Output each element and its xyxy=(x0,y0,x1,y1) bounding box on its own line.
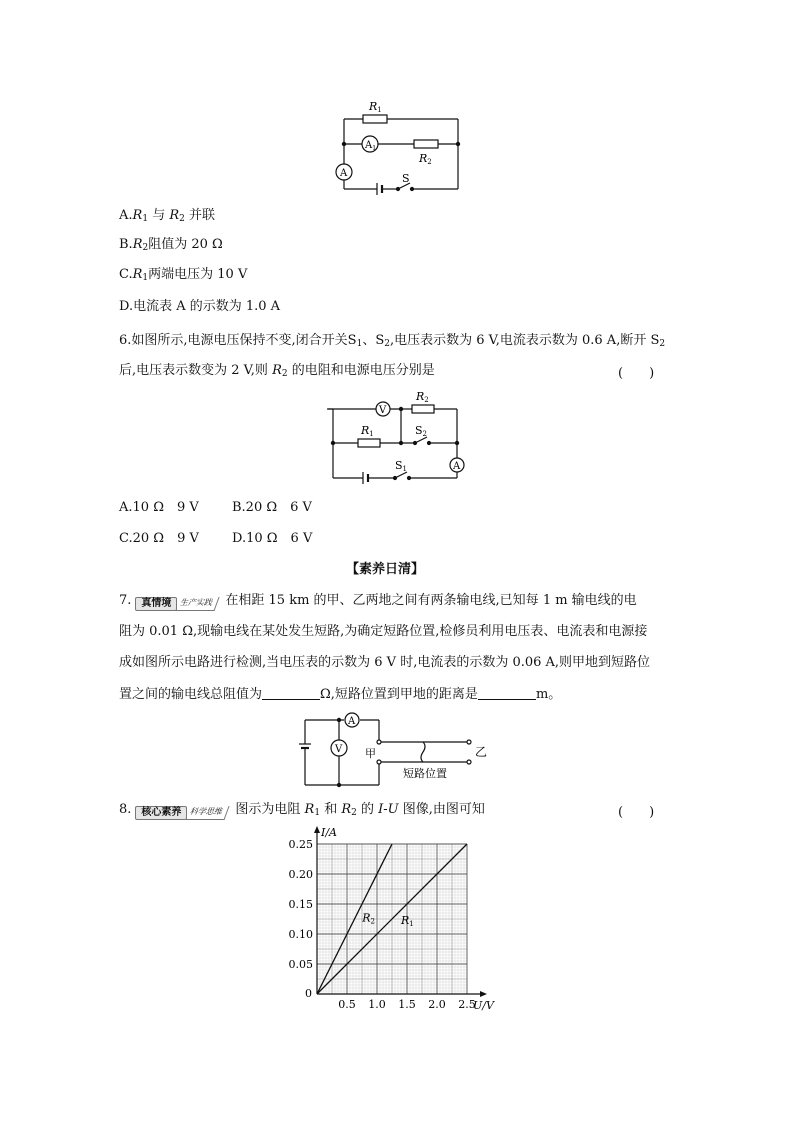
x-tick-label: 1.0 xyxy=(368,998,386,1011)
x-tick-label: 1.5 xyxy=(398,998,416,1011)
q6-voltmeter-v: V xyxy=(379,405,387,416)
q5-ammeter-a1: $A_1$ xyxy=(365,140,377,152)
q7-label-jia: 甲 xyxy=(365,747,376,760)
q5-circuit-diagram xyxy=(330,96,470,196)
origin-label: 0 xyxy=(305,987,312,1000)
q5-option-b: $B.R_2$阻值为 20 Ω xyxy=(119,237,223,253)
q6-option-b: B.20 Ω 6 V xyxy=(232,500,312,515)
q7-stem-line4: 置之间的输电线总阻值为 Ω,短路位置到甲地的距离是 m。 xyxy=(119,687,562,702)
q6-switch-s2: S2 xyxy=(415,424,428,438)
q7-tag: 真情境 生产实践 xyxy=(135,597,217,611)
q5-option-c: $C.R_1$两端电压为 10 V xyxy=(119,267,248,283)
y-axis-label: I/A xyxy=(321,826,337,839)
q6-option-d: D.10 Ω 6 V xyxy=(232,531,313,546)
q5-label-r1: R1 xyxy=(369,100,382,114)
q6-option-c: C.20 Ω 9 V xyxy=(119,531,199,546)
q7-voltmeter-v: V xyxy=(335,744,343,755)
q7-stem-line1: 7. 真情境 生产实践 在相距 15 km 的甲、乙两地之间有两条输电线,已知每 1 m 输电线的电 xyxy=(119,593,637,609)
q5-ammeter-a: A xyxy=(340,168,348,179)
q7-blank-resistance[interactable] xyxy=(262,686,320,700)
q6-label-r2: R2 xyxy=(416,390,429,404)
x-axis-arrow xyxy=(480,991,487,997)
q7-circuit-diagram xyxy=(295,710,495,790)
y-tick-label: 0.25 xyxy=(288,838,313,851)
y-tick-label: 0.15 xyxy=(288,898,313,911)
q8-answer-paren: ( ) xyxy=(618,805,655,820)
q7-blank-distance[interactable] xyxy=(478,686,536,700)
q7-stem-line2: 阻为 0.01 Ω,现输电线在某处发生短路,为确定短路位置,检修员利用电压表、电流表和电源接 xyxy=(119,624,648,639)
q6-label-r1: R1 xyxy=(361,424,374,438)
q7-ammeter-a: A xyxy=(348,716,356,727)
section-title: 【素养日清】 xyxy=(346,562,425,577)
q5-option-d: D.电流表 A 的示数为 1.0 A xyxy=(119,299,281,314)
x-tick-label: 2.5 xyxy=(458,998,476,1011)
x-tick-label: 2.0 xyxy=(428,998,446,1011)
q6-ammeter-a: A xyxy=(453,461,461,472)
q6-answer-paren: ( ) xyxy=(618,366,655,381)
q7-stem-line3: 成如图所示电路进行检测,当电压表的示数为 6 V 时,电流表的示数为 0.06 A,则甲地到短路位 xyxy=(119,655,651,670)
y-tick-label: 0.10 xyxy=(288,928,313,941)
y-tick-label: 0.20 xyxy=(288,868,313,881)
q6-switch-s1: S1 xyxy=(395,459,408,473)
x-axis-label: U/V xyxy=(473,999,494,1012)
q7-label-yi: 乙 xyxy=(475,745,488,759)
y-tick-label: 0.05 xyxy=(288,958,313,971)
q6-option-a: A.10 Ω 9 V xyxy=(119,500,199,515)
q7-label-short: 短路位置 xyxy=(403,767,447,780)
q5-label-r2: R2 xyxy=(419,152,432,166)
y-axis-arrow xyxy=(314,826,320,833)
q5-option-a: $A.R_1$ 与 $R_2$ 并联 xyxy=(119,208,216,224)
series-label-r1: R1 xyxy=(401,914,414,928)
series-label-r2: R2 xyxy=(362,911,376,926)
iu-chart xyxy=(280,826,510,1012)
q6-circuit-diagram xyxy=(325,390,465,486)
q6-stem-line2: 后,电压表示数变为 2 V,则 $R_2$ 的电阻和电源电压分别是 xyxy=(119,363,435,379)
x-tick-label: 0.5 xyxy=(338,998,356,1011)
q8-stem: 8. 核心素养 科学思维 图示为电阻 $R_1$ 和 $R_2$ 的 I-U 图像,由图可知 xyxy=(119,802,485,818)
q6-stem-line1: 6.如图所示,电源电压保持不变,闭合开关$S_1$、$S_2$,电压表示数为 6 V,电流表示数为 0.6 A,断开 $S_2$ xyxy=(119,333,666,349)
q5-switch-s: S xyxy=(402,172,410,185)
q8-tag: 核心素养 科学思维 xyxy=(135,806,227,820)
